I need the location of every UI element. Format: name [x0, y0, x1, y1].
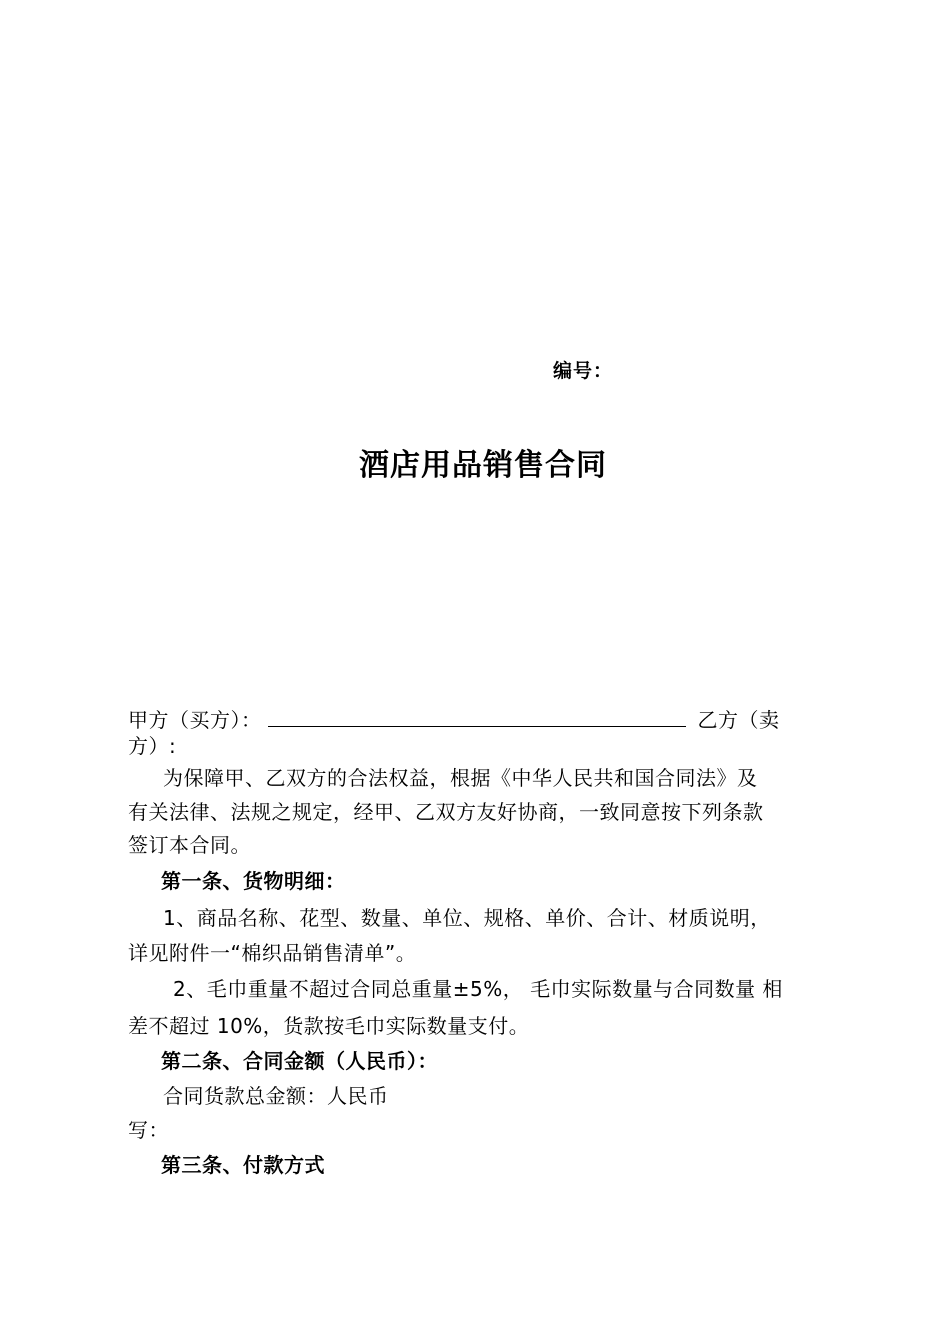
- preamble-line-1: 为保障甲、乙双方的合法权益，根据《中华人民共和国合同法》及: [163, 766, 758, 790]
- article-1-item-1-line-1: 1、商品名称、花型、数量、单位、规格、单价、合计、材质说明，: [163, 906, 771, 930]
- article-3-heading: 第三条、付款方式: [161, 1153, 325, 1177]
- article-1-item-2-line-2: 差不超过 10%，货款按毛巾实际数量支付。: [128, 1014, 530, 1038]
- article-2-amount-in-words: 写：: [128, 1118, 169, 1142]
- party-a-blank: [268, 708, 686, 727]
- article-1-heading: 第一条、货物明细：: [161, 869, 346, 893]
- preamble-line-3: 签订本合同。: [128, 833, 251, 857]
- party-b-label: 乙方（卖: [697, 708, 780, 732]
- article-1-item-2-line-1: 2、毛巾重量不超过合同总重量±5%， 毛巾实际数量与合同数量 相: [173, 977, 783, 1001]
- party-b-label-continued: 方）:: [128, 734, 177, 758]
- article-2-total-amount: 合同货款总金额：人民币: [163, 1084, 389, 1108]
- document-title: 酒店用品销售合同: [359, 448, 607, 483]
- article-1-item-1-line-2: 详见附件一“棉织品销售清单”。: [128, 941, 417, 965]
- party-a-label: 甲方（买方）：: [128, 708, 262, 732]
- preamble-line-2: 有关法律、法规之规定，经甲、乙双方友好协商，一致同意按下列条款: [128, 800, 764, 824]
- party-line: [128, 704, 780, 733]
- article-2-heading: 第二条、合同金额（人民币）：: [161, 1049, 438, 1073]
- document-number-label: 编号：: [553, 360, 614, 382]
